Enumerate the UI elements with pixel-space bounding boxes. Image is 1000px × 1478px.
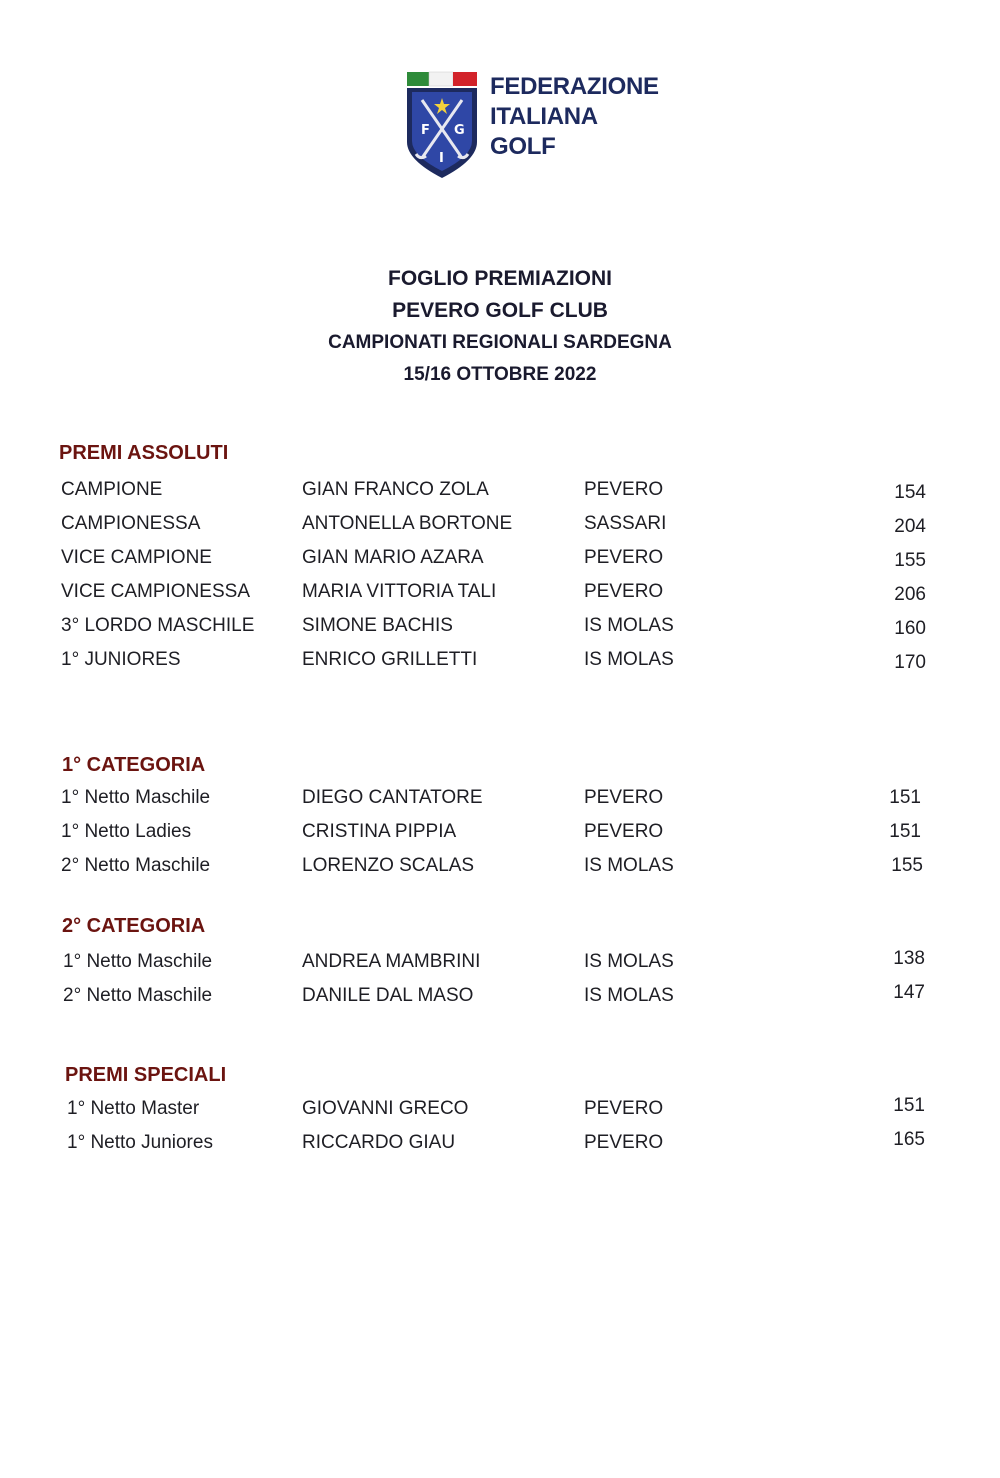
section-heading: PREMI SPECIALI	[65, 1064, 227, 1086]
award-title: 2° Netto Maschile	[61, 855, 211, 876]
emblem-letter-f: F	[421, 123, 430, 138]
table-row	[0, 948, 1000, 981]
player-name: DANILE DAL MASO	[302, 985, 474, 1006]
player-score: 147	[893, 982, 925, 1003]
player-club: IS MOLAS	[584, 615, 674, 636]
table-row	[0, 649, 1000, 679]
player-name: CRISTINA PIPPIA	[302, 821, 457, 842]
table-row	[0, 581, 1000, 611]
logo-line-1: FEDERAZIONE	[490, 73, 659, 100]
player-club: PEVERO	[584, 581, 664, 602]
player-score: 151	[893, 1095, 925, 1116]
player-score: 204	[894, 516, 926, 537]
player-club: PEVERO	[584, 1098, 664, 1119]
table-row	[0, 513, 1000, 543]
event-name: CAMPIONATI REGIONALI SARDEGNA	[328, 332, 672, 353]
table-row	[0, 547, 1000, 577]
table-row	[0, 615, 1000, 645]
table-row	[0, 1095, 1000, 1128]
player-club: IS MOLAS	[584, 649, 674, 670]
section-heading: 2° CATEGORIA	[62, 915, 206, 937]
award-title: 1° Netto Juniores	[67, 1132, 213, 1153]
player-score: 206	[894, 584, 926, 605]
player-score: 155	[894, 550, 926, 571]
player-name: GIAN MARIO AZARA	[302, 547, 484, 568]
section-heading: 1° CATEGORIA	[62, 754, 206, 776]
table-row	[0, 1129, 1000, 1162]
table-row	[0, 787, 1000, 817]
table-row	[0, 855, 1000, 885]
player-club: PEVERO	[584, 787, 664, 808]
player-club: PEVERO	[584, 821, 664, 842]
logo-line-2: ITALIANA	[490, 103, 598, 130]
player-name: ANDREA MAMBRINI	[302, 951, 481, 972]
emblem-letter-g: G	[454, 123, 465, 138]
award-title: CAMPIONESSA	[61, 513, 201, 534]
table-row	[0, 479, 1000, 509]
player-club: IS MOLAS	[584, 985, 674, 1006]
award-title: 1° JUNIORES	[61, 649, 181, 670]
award-title: 2° Netto Maschile	[63, 985, 213, 1006]
player-name: MARIA VITTORIA TALI	[302, 581, 497, 602]
club-name: PEVERO GOLF CLUB	[392, 299, 608, 322]
player-name: SIMONE BACHIS	[302, 615, 453, 636]
award-title: 1° Netto Maschile	[61, 787, 211, 808]
fig-shield-icon	[404, 70, 480, 182]
logo-line-3: GOLF	[490, 133, 556, 160]
award-title: VICE CAMPIONESSA	[61, 581, 250, 602]
player-name: RICCARDO GIAU	[302, 1132, 456, 1153]
player-score: 151	[889, 821, 921, 842]
player-name: GIOVANNI GRECO	[302, 1098, 469, 1119]
section-heading: PREMI ASSOLUTI	[59, 442, 229, 464]
fig-logo	[404, 70, 659, 182]
player-score: 154	[894, 482, 926, 503]
player-name: ENRICO GRILLETTI	[302, 649, 478, 670]
player-name: DIEGO CANTATORE	[302, 787, 483, 808]
emblem-letter-i: I	[439, 151, 444, 166]
player-score: 138	[893, 948, 925, 969]
award-title: 1° Netto Maschile	[63, 951, 213, 972]
award-title: 3° LORDO MASCHILE	[61, 615, 255, 636]
player-score: 155	[891, 855, 923, 876]
player-name: LORENZO SCALAS	[302, 855, 475, 876]
award-title: 1° Netto Master	[67, 1098, 200, 1119]
award-title: CAMPIONE	[61, 479, 163, 500]
player-name: ANTONELLA BORTONE	[302, 513, 513, 534]
award-title: 1° Netto Ladies	[61, 821, 192, 842]
table-row	[0, 982, 1000, 1015]
player-score: 170	[894, 652, 926, 673]
player-name: GIAN FRANCO ZOLA	[302, 479, 489, 500]
table-row	[0, 821, 1000, 851]
player-club: PEVERO	[584, 1132, 664, 1153]
document-header	[0, 263, 1000, 391]
player-club: PEVERO	[584, 547, 664, 568]
player-club: IS MOLAS	[584, 951, 674, 972]
player-club: IS MOLAS	[584, 855, 674, 876]
logo-wordmark	[490, 72, 659, 162]
player-score: 151	[889, 787, 921, 808]
player-score: 165	[893, 1129, 925, 1150]
player-club: PEVERO	[584, 479, 664, 500]
award-title: VICE CAMPIONE	[61, 547, 212, 568]
player-club: SASSARI	[584, 513, 667, 534]
player-score: 160	[894, 618, 926, 639]
document-title: FOGLIO PREMIAZIONI	[388, 267, 612, 290]
event-date: 15/16 OTTOBRE 2022	[403, 364, 597, 385]
